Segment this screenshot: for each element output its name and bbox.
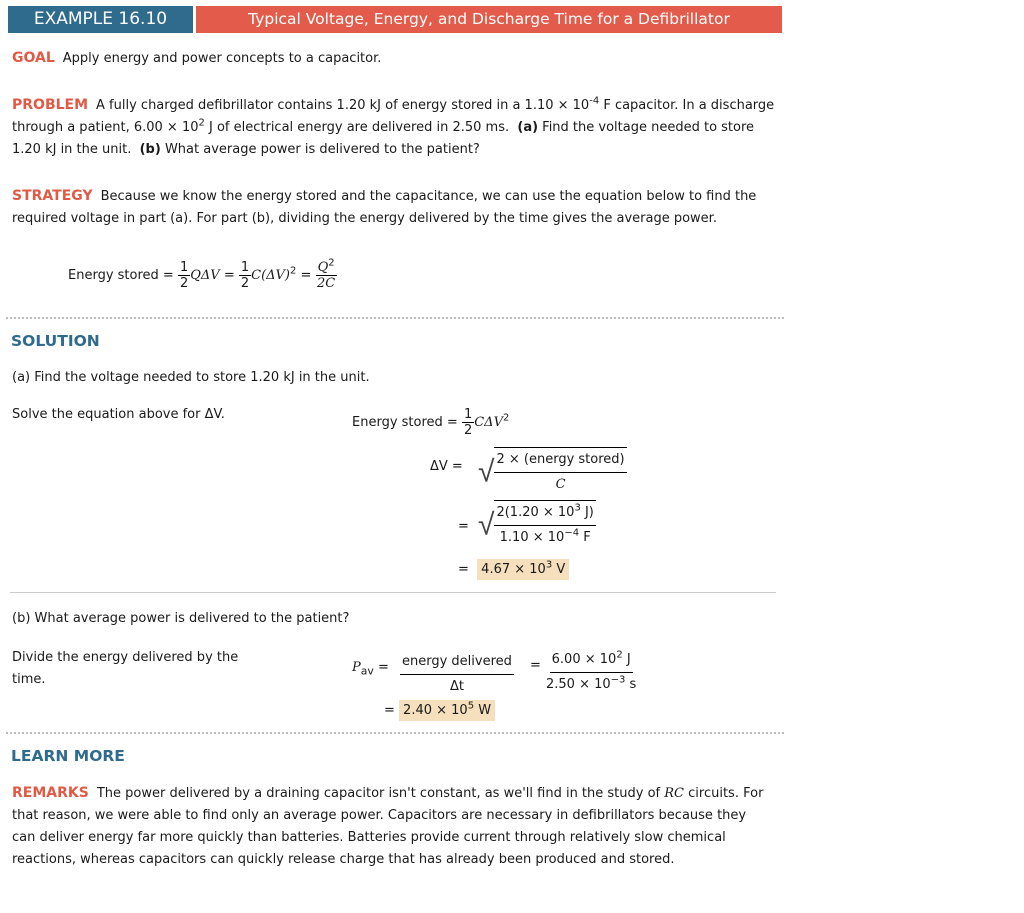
fraction [546, 648, 636, 697]
part-b-instruction: Divide the energy delivered by the time. [12, 650, 239, 687]
sqrt-icon: √ [478, 454, 495, 490]
energy-formula [68, 257, 337, 291]
text: J [622, 652, 631, 667]
text: 4.67 × 10 [481, 562, 546, 577]
p: P [352, 660, 361, 675]
numerator: 1 [463, 407, 473, 422]
text: 6.00 × 10 [551, 652, 617, 667]
value-fraction [546, 648, 636, 697]
denominator: 2 [240, 276, 250, 291]
formula-lhs: Energy stored = [68, 268, 174, 283]
exponent: 2 [198, 117, 205, 129]
exponent: 2 [328, 257, 335, 269]
text: W [474, 703, 492, 718]
equals: = [458, 562, 469, 577]
remarks-section [12, 782, 772, 871]
equals: = [458, 519, 469, 534]
example-title: Typical Voltage, Energy, and Discharge Time for a Defibrillator [196, 6, 782, 33]
denominator: 2 [179, 276, 189, 291]
text: V [552, 562, 566, 577]
denominator: Δt [449, 679, 464, 694]
highlighted-answer [399, 700, 495, 721]
strategy-text: Because we know the energy stored and the capacitance, we can use the equation below to find the required voltage in part (a). For part (b), dividing the energy delivered by the time gives the average power. [12, 189, 757, 226]
problem-section [12, 94, 782, 161]
problem-text: F capacitor. In a discharge through a patient, 6.00 × 10 [12, 98, 775, 135]
exponent: 3 [574, 502, 581, 514]
goal-section [12, 47, 782, 70]
exponent: 5 [467, 700, 475, 712]
remarks-text: circuits. For that reason, we were able to find only an average power. Capacitors are necessary in defibrillators because they can deliver energy far more quickly than batteries. Batteries provide current through relatively slow chemical reactions, whereas capacitors can quickly release charge that has already been produced and stored. [12, 786, 764, 867]
sqrt-expression [478, 500, 596, 550]
exponent: 2 [616, 649, 623, 661]
exponent: 3 [545, 559, 553, 571]
text: 2.50 × 10 [546, 677, 611, 692]
denominator: C [555, 477, 566, 492]
half-fraction [239, 260, 251, 291]
fraction [400, 650, 514, 699]
text: F [579, 530, 591, 545]
denominator [546, 673, 636, 697]
answer-b [384, 700, 495, 718]
part-b-marker: (b) [139, 142, 161, 157]
q: Q [317, 260, 329, 275]
equals: = [384, 703, 395, 718]
text: J) [580, 505, 594, 520]
problem-text: Find the voltage needed to store 1.20 kJ in the unit. [12, 120, 755, 157]
problem-text: A fully charged defibrillator contains 1.20 kJ of energy stored in a 1.10 × 10 [96, 98, 590, 113]
text: 2.40 × 10 [403, 703, 468, 718]
formula-term: C(ΔV) [251, 268, 291, 283]
delta-v-lhs: ΔV = [430, 459, 463, 474]
denominator: 2 [463, 423, 473, 438]
numerator [316, 257, 337, 276]
equals: = [530, 658, 541, 673]
equals: = [223, 268, 235, 283]
goal-label: GOAL [12, 50, 55, 66]
formula-term: QΔV [190, 268, 220, 283]
exponent: 2 [290, 265, 297, 277]
numerator: energy delivered [400, 650, 514, 675]
half-fraction [462, 407, 474, 438]
q-squared-fraction [316, 257, 337, 291]
fraction [494, 447, 626, 497]
learn-more-heading: LEARN MORE [11, 747, 125, 765]
half-fraction [178, 260, 190, 291]
problem-text: J of electrical energy are delivered in 2.50 ms. [204, 120, 510, 135]
solution-heading: SOLUTION [11, 332, 100, 350]
subscript: av [360, 664, 374, 678]
energy-stored-eq [352, 407, 509, 438]
power-lhs [352, 660, 389, 678]
numerator [550, 648, 633, 673]
strategy-section [12, 185, 782, 230]
problem-text: What average power is delivered to the patient? [160, 142, 480, 157]
equals: = [300, 268, 312, 283]
formula-lhs: Energy stored = [352, 415, 458, 430]
goal-text: Apply energy and power concepts to a capacitor. [62, 51, 382, 66]
denominator: 2C [316, 276, 336, 291]
part-a-marker: (a) [517, 120, 539, 135]
strategy-label: STRATEGY [12, 188, 93, 204]
remarks-text: The power delivered by a draining capacitor isn't constant, as we'll find in the study of [96, 786, 665, 801]
numerator [494, 501, 595, 526]
numerator: 2 × (energy stored) [494, 448, 626, 473]
sqrt-icon: √ [478, 507, 495, 543]
denominator [500, 526, 591, 550]
answer-a [458, 559, 569, 577]
divider [6, 317, 784, 319]
equals: = [377, 660, 389, 675]
text: 1.10 × 10 [499, 530, 565, 545]
exponent: −3 [610, 674, 626, 686]
exponent: -4 [589, 95, 600, 107]
sqrt-expression [478, 447, 627, 497]
part-a-question: (a) Find the voltage needed to store 1.20 kJ in the unit. [12, 370, 370, 385]
remarks-label: REMARKS [12, 785, 89, 801]
divider [6, 732, 784, 734]
example-number: EXAMPLE 16.10 [8, 6, 193, 33]
exponent: 2 [502, 412, 510, 424]
rc-term: RC [664, 786, 685, 801]
numerator: 1 [179, 260, 189, 275]
text: 2(1.20 × 10 [496, 505, 575, 520]
fraction [494, 500, 595, 550]
part-a-instruction: Solve the equation above for ΔV. [12, 407, 225, 422]
numerator: 1 [240, 260, 250, 275]
power-fraction [400, 650, 514, 699]
problem-label: PROBLEM [12, 97, 89, 113]
divider [10, 592, 776, 593]
formula-term: CΔV [474, 415, 503, 430]
highlighted-answer [477, 559, 569, 580]
text: s [625, 677, 637, 692]
part-b-question: (b) What average power is delivered to the patient? [12, 611, 350, 626]
exponent: −4 [564, 527, 580, 539]
